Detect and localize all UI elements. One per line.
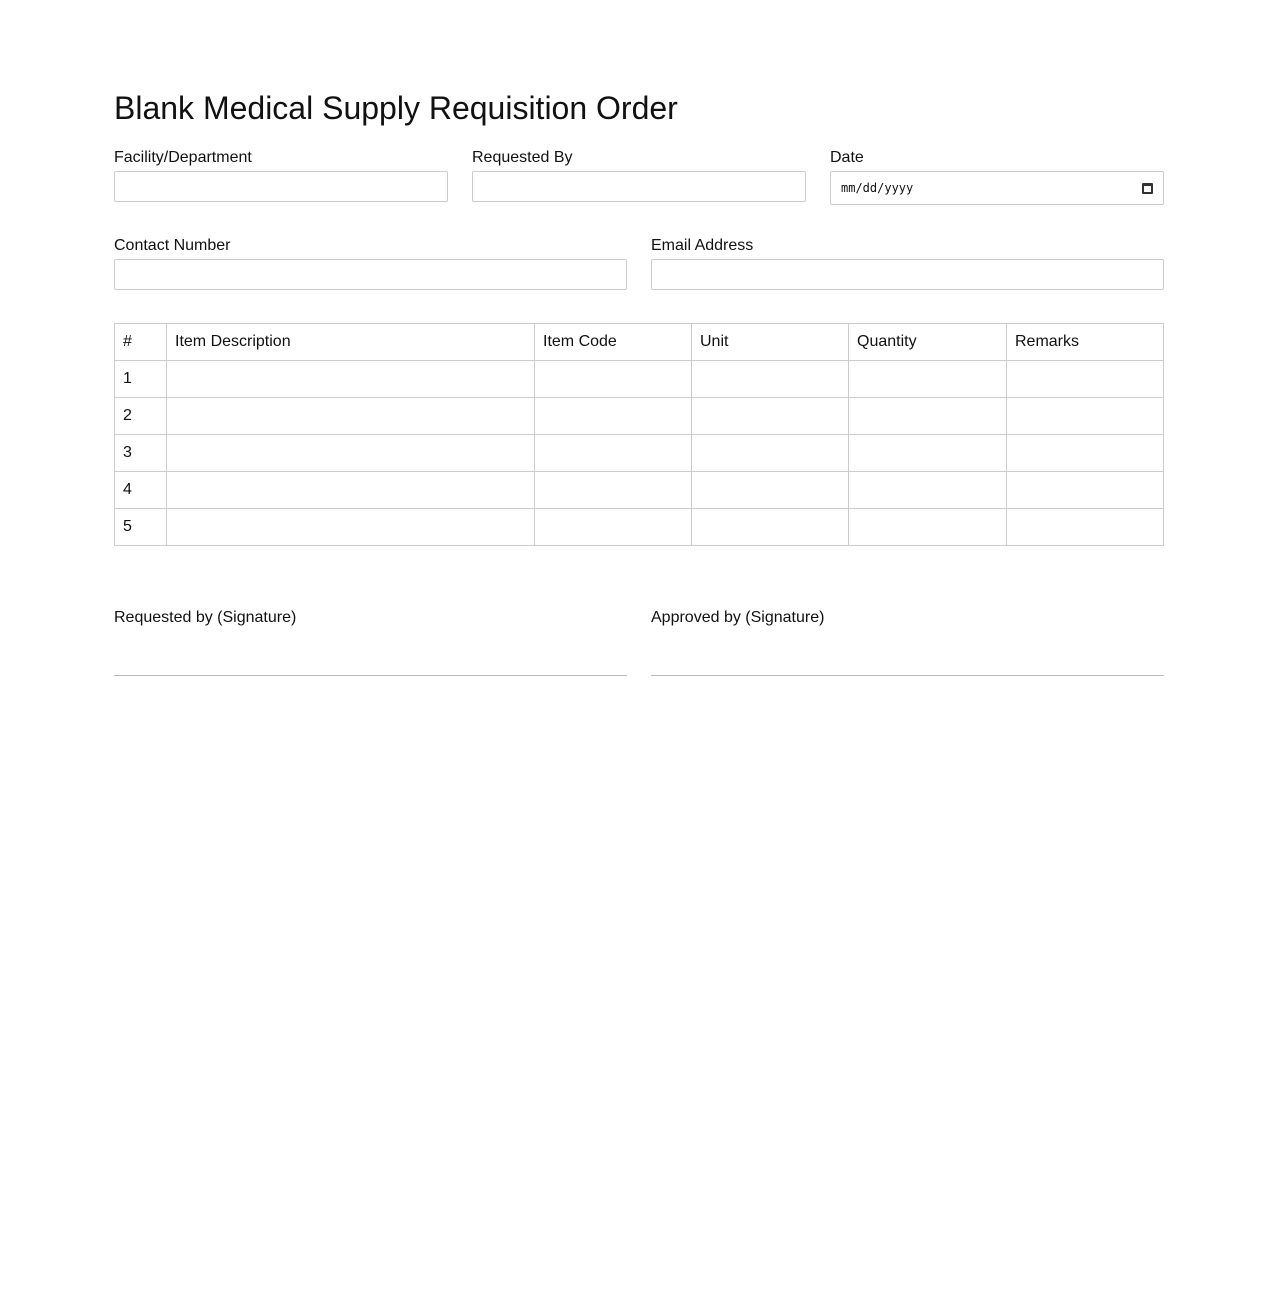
code-cell[interactable] (535, 472, 692, 509)
code-cell[interactable] (535, 509, 692, 546)
quantity-cell[interactable] (849, 435, 1007, 472)
page-title: Blank Medical Supply Requisition Order (114, 90, 678, 126)
date-input[interactable] (830, 171, 1164, 205)
description-cell[interactable] (167, 509, 535, 546)
code-cell[interactable] (535, 398, 692, 435)
table-row (115, 435, 1164, 472)
unit-cell[interactable] (692, 398, 849, 435)
table-row (115, 472, 1164, 509)
calendar-icon[interactable] (1142, 183, 1153, 194)
unit-cell[interactable] (692, 435, 849, 472)
date-placeholder: mm/dd/yyyy (841, 181, 914, 195)
unit-cell[interactable] (692, 472, 849, 509)
quantity-cell[interactable] (849, 398, 1007, 435)
email-label: Email Address (651, 237, 754, 254)
description-cell[interactable] (167, 435, 535, 472)
requested-signature-line[interactable] (114, 627, 627, 676)
quantity-cell[interactable] (849, 472, 1007, 509)
remarks-cell[interactable] (1007, 509, 1164, 546)
approved-signature-line[interactable] (651, 627, 1164, 676)
requested-by-label: Requested By (472, 149, 573, 166)
approved-signature-label: Approved by (Signature) (651, 609, 825, 626)
row-number: 1 (115, 361, 167, 398)
header-quantity: Quantity (849, 324, 1007, 361)
facility-label: Facility/Department (114, 149, 252, 166)
header-remarks: Remarks (1007, 324, 1164, 361)
description-cell[interactable] (167, 398, 535, 435)
unit-cell[interactable] (692, 509, 849, 546)
remarks-cell[interactable] (1007, 398, 1164, 435)
header-unit: Unit (692, 324, 849, 361)
remarks-cell[interactable] (1007, 435, 1164, 472)
email-input[interactable] (651, 259, 1164, 290)
contact-input[interactable] (114, 259, 627, 290)
contact-label: Contact Number (114, 237, 231, 254)
requested-by-input[interactable] (472, 171, 806, 202)
requested-signature-label: Requested by (Signature) (114, 609, 297, 626)
items-table (114, 323, 1164, 546)
code-cell[interactable] (535, 361, 692, 398)
row-number: 4 (115, 472, 167, 509)
description-cell[interactable] (167, 361, 535, 398)
row-number: 3 (115, 435, 167, 472)
header-code: Item Code (535, 324, 692, 361)
remarks-cell[interactable] (1007, 361, 1164, 398)
header-description: Item Description (167, 324, 535, 361)
row-number: 2 (115, 398, 167, 435)
unit-cell[interactable] (692, 361, 849, 398)
description-cell[interactable] (167, 472, 535, 509)
quantity-cell[interactable] (849, 361, 1007, 398)
table-header-row (115, 324, 1164, 361)
table-row (115, 509, 1164, 546)
date-label: Date (830, 149, 864, 166)
remarks-cell[interactable] (1007, 472, 1164, 509)
facility-input[interactable] (114, 171, 448, 202)
quantity-cell[interactable] (849, 509, 1007, 546)
code-cell[interactable] (535, 435, 692, 472)
header-number: # (115, 324, 167, 361)
table-row (115, 361, 1164, 398)
table-row (115, 398, 1164, 435)
row-number: 5 (115, 509, 167, 546)
